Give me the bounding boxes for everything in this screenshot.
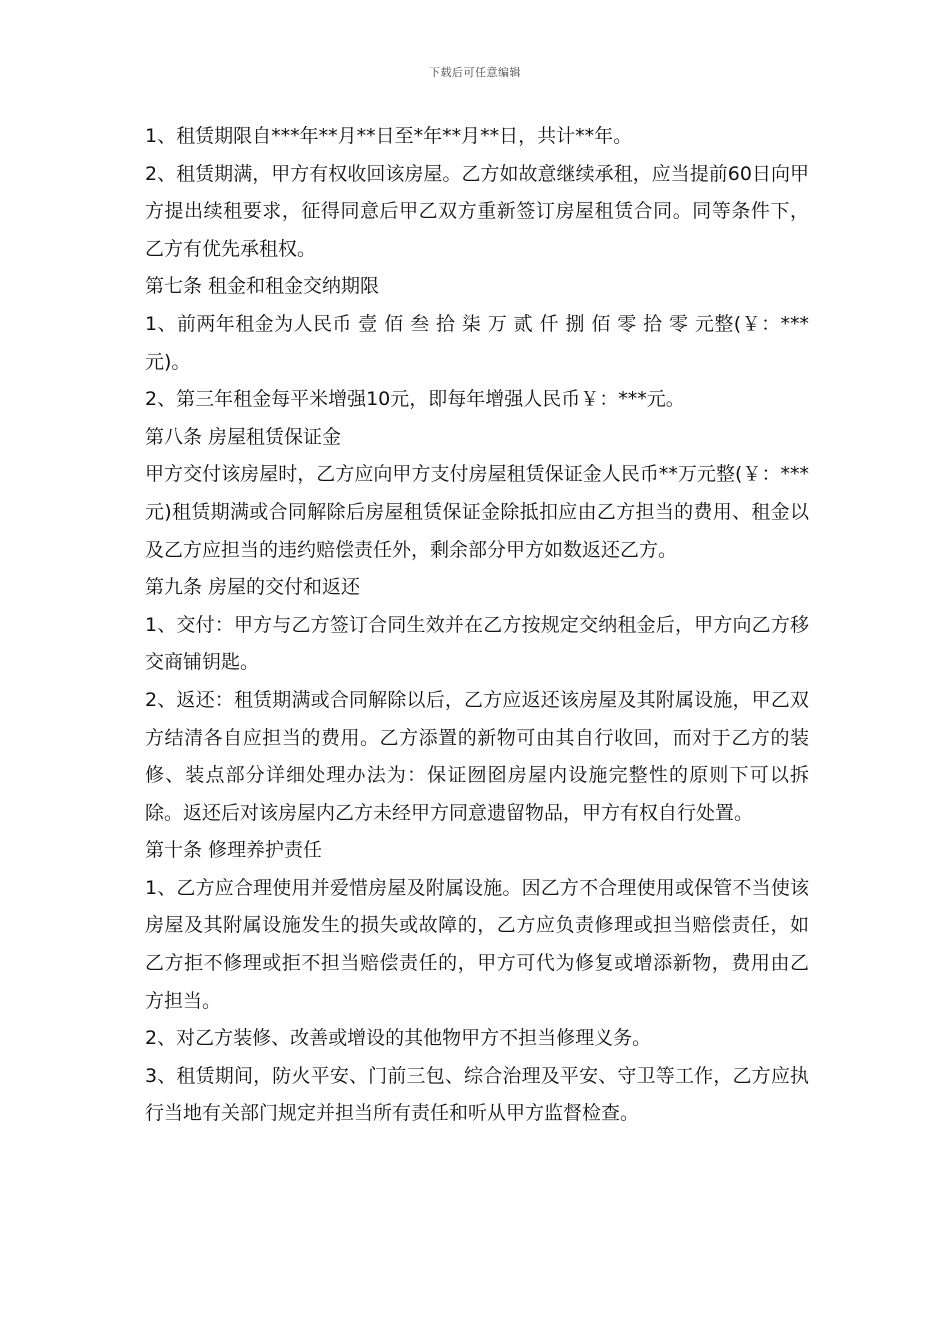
clause-paragraph: 1、前两年租金为人民币 壹 佰 叁 拾 柒 万 贰 仟 捌 佰 零 拾 零 元整(￥：***元)。 bbox=[145, 312, 809, 373]
article-heading: 第七条 租金和租金交纳期限 bbox=[145, 275, 380, 298]
article-heading: 第八条 房屋租赁保证金 bbox=[145, 425, 342, 448]
page-header: 下载后可任意编辑 bbox=[429, 66, 521, 79]
clause-paragraph: 2、返还：租赁期满或合同解除以后，乙方应返还该房屋及其附属设施，甲乙双方结清各自应担当的费用。乙方添置的新物可由其自行收回，而对于乙方的装修、装点部分详细处理办法为：保证囫囵房屋内设施完整性的原则下可以拆除。返还后对该房屋内乙方未经甲方同意遗留物品，甲方有权自行处置。 bbox=[145, 688, 809, 824]
clause-paragraph: 1、乙方应合理使用并爱惜房屋及附属设施。因乙方不合理使用或保管不当使该房屋及其附属设施发生的损失或故障的，乙方应负责修理或担当赔偿责任，如乙方拒不修理或拒不担当赔偿责任的，甲方可代为修复或增添新物，费用由乙方担当。 bbox=[145, 876, 809, 1012]
clause-paragraph: 1、租赁期限自***年**月**日至*年**月**日，共计**年。 bbox=[145, 125, 633, 147]
clause-paragraph: 3、租赁期间，防火平安、门前三包、综合治理及平安、守卫等工作，乙方应执行当地有关部门规定并担当所有责任和听从甲方监督检查。 bbox=[145, 1064, 809, 1125]
article-heading: 第十条 修理养护责任 bbox=[145, 839, 323, 862]
document-body bbox=[145, 118, 809, 1133]
clause-paragraph: 2、租赁期满，甲方有权收回该房屋。乙方如故意继续承租，应当提前60日向甲方提出续租要求，征得同意后甲乙双方重新签订房屋租赁合同。同等条件下，乙方有优先承租权。 bbox=[145, 162, 809, 260]
clause-paragraph: 2、第三年租金每平米增强10元，即每年增强人民币￥：***元。 bbox=[145, 388, 685, 411]
clause-paragraph: 1、交付：甲方与乙方签订合同生效并在乙方按规定交纳租金后，甲方向乙方移交商铺钥匙。 bbox=[145, 613, 809, 674]
clause-paragraph: 2、对乙方装修、改善或增设的其他物甲方不担当修理义务。 bbox=[145, 1027, 652, 1050]
article-heading: 第九条 房屋的交付和返还 bbox=[145, 576, 361, 599]
clause-paragraph: 甲方交付该房屋时，乙方应向甲方支付房屋租赁保证金人民币**万元整(￥：***元)租赁期满或合同解除后房屋租赁保证金除抵扣应由乙方担当的费用、租金以及乙方应担当的违约赔偿责任外，剩余部分甲方如数返还乙方。 bbox=[145, 463, 809, 561]
